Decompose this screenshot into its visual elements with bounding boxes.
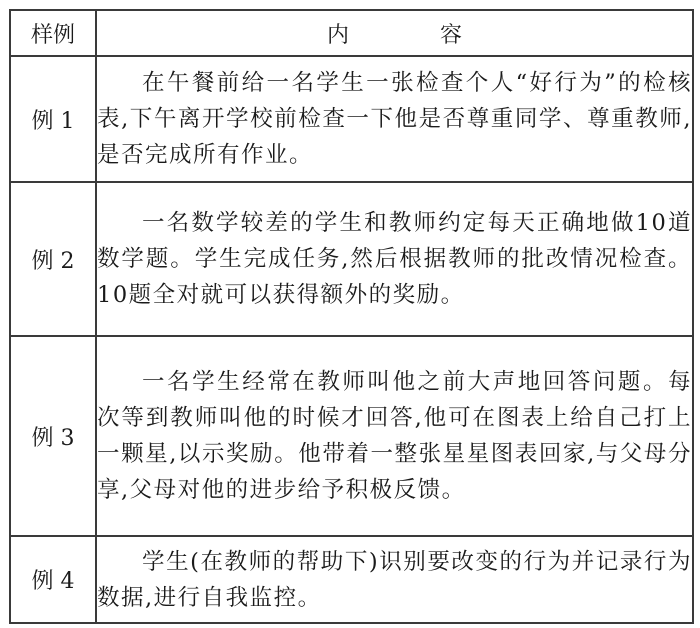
row-label: 例 2 [10, 182, 96, 336]
table-row [10, 536, 693, 623]
header-content [96, 10, 693, 56]
row-label: 例 1 [10, 56, 96, 182]
table-row [10, 182, 693, 336]
row-label: 例 4 [10, 536, 96, 623]
row-content: 一名学生经常在教师叫他之前大声地回答问题。每次等到教师叫他的时候才回答,他可在图表上给自己打上一颗星,以示奖励。他带着一整张星星图表回家,与父母分享,父母对他的进步给予积极反馈。 [96, 336, 693, 536]
table-row [10, 336, 693, 536]
examples-table [9, 9, 694, 624]
table-row [10, 56, 693, 182]
row-content: 在午餐前给一名学生一张检查个人“好行为”的检核表,下午离开学校前检查一下他是否尊重同学、尊重教师,是否完成所有作业。 [96, 56, 693, 182]
row-label: 例 3 [10, 336, 96, 536]
row-content: 学生(在教师的帮助下)识别要改变的行为并记录行为数据,进行自我监控。 [96, 536, 693, 623]
header-content-label: 内 容 [327, 22, 504, 48]
header-example: 样例 [10, 10, 96, 56]
row-content: 一名数学较差的学生和教师约定每天正确地做10道数学题。学生完成任务,然后根据教师的批改情况检查。10题全对就可以获得额外的奖励。 [96, 182, 693, 336]
table-header-row [10, 10, 693, 56]
